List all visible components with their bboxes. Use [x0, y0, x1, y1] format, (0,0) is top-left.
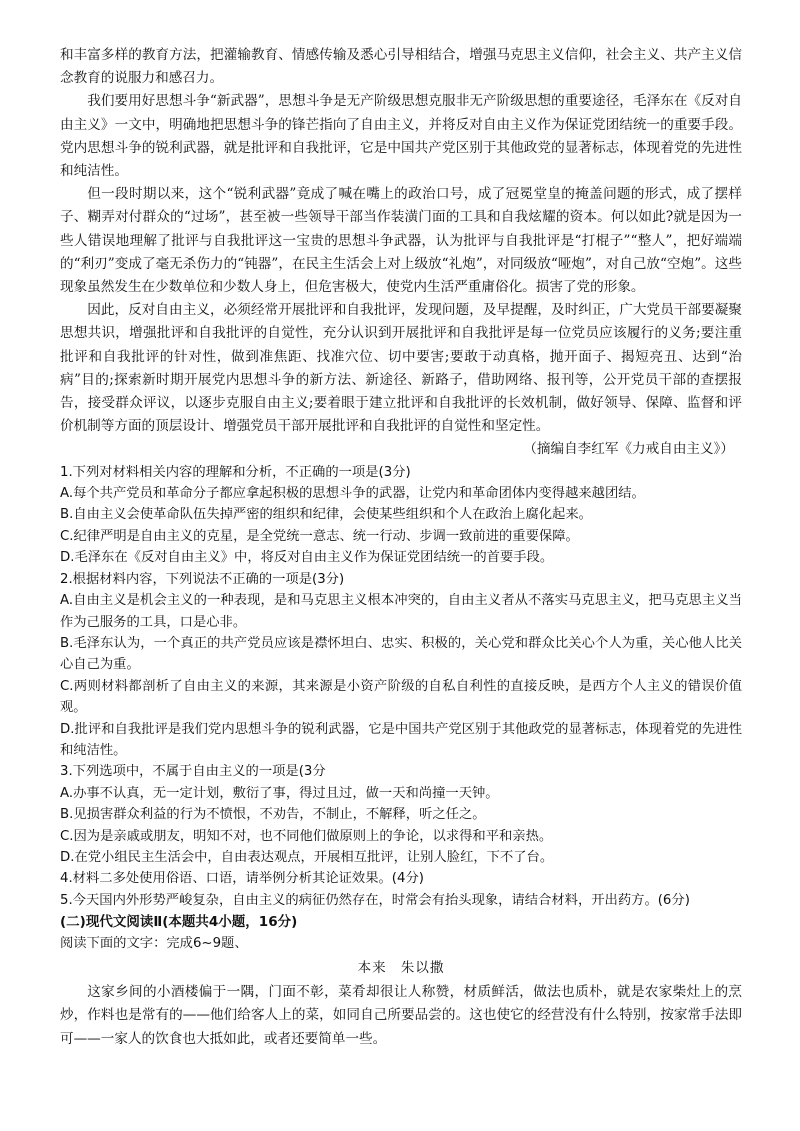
passage-paragraph: 和丰富多样的教育方法，把灌输教育、情感传输及悉心引导相结合，增强马克思主义信仰，社会主义、共产主义信念教育的说服力和感召力。	[60, 47, 742, 87]
option-c: C.因为是亲戚或朋友，明知不对，也不同他们做原则上的争论，以求得和平和亲热。	[60, 828, 553, 844]
option-a: A.办事不认真，无一定计划，敷衍了事，得过且过，做一天和尚撞一天钟。	[60, 785, 499, 801]
option-d: D.批评和自我批评是我们党内思想斗争的锐利武器，它是中国共产党区别于其他政党的显著标志，体现着党的先进性和纯洁性。	[60, 721, 742, 758]
question-5: 5.今天国内外形势严峻复杂，自由主义的病征仍然存在，时常会有抬头现象，请结合材料，开出药方。(6分)	[60, 892, 690, 908]
question-stem: 1.下列对材料相关内容的理解和分析，不正确的一项是(3分)	[60, 464, 411, 480]
story-author: 朱以撒	[400, 960, 445, 977]
question-stem: 2.根据材料内容，下列说法不正确的一项是(3分)	[60, 571, 345, 587]
question-stem: 3.下列选项中，不属于自由主义的一项是(3分	[60, 764, 326, 780]
option-c: C.两则材料都剖析了自由主义的来源，其来源是小资产阶级的自私自利性的直接反映，是西方个人主义的错误价值观。	[60, 678, 742, 716]
passage-source: （摘编自李红军《力戒自由主义》）	[523, 441, 734, 458]
option-b: B.自由主义会使革命队伍失掉严密的组织和纪律，会使某些组织和个人在政治上腐化起来。	[60, 507, 592, 523]
story-title: 本来	[357, 960, 387, 977]
question-4: 4.材料二多处使用俗语、口语，请举例分析其论证效果。(4分)	[60, 871, 424, 887]
section-instruction: 阅读下面的文字：完成6~9题、	[60, 936, 248, 952]
exam-page	[60, 44, 742, 1051]
question-1	[60, 462, 742, 569]
story-paragraph: 这家乡间的小酒楼偏于一隅，门面不彰，菜肴却很让人称赞，材质鲜活，做法也质朴，就是农家柴灶上的烹炒，作料也是常有的——他们给客人上的菜，如同自己所要品尝的。这也使它的经营没有什么特别，按家常手法即可——一家人的饮食也大抵如此，或者还要简单一些。	[60, 984, 742, 1047]
story-title-line	[60, 955, 742, 981]
section-heading: (二)现代文阅读Ⅱ(本题共4小题，16分)	[60, 914, 298, 931]
passage-paragraph: 因此，反对自由主义，必须经常开展批评和自我批评，发现问题，及早提醒，及时纠正，广大党员干部要凝聚思想共识，增强批评和自我批评的自觉性，充分认识到开展批评和自我批评是每一位党员应该履行的义务;要注重批评和自我批评的针对性，做到准焦距、找准穴位、切中要害;要敢于动真格，抛开面子、揭短亮丑、达到“治病”目的;探索新时期开展党内思想斗争的新方法、新途径、新路子，借助网络、报刊等，公开党员干部的查摆报告，接受群众评议，以逐步克服自由主义;要着眼于建立批评和自我批评的长效机制，做好领导、保障、监督和评价机制等方面的顶层设计、增强党员干部开展批评和自我批评的自觉性和坚定性。	[60, 302, 742, 435]
option-d: D.毛泽东在《反对自由主义》中，将反对自由主义作为保证党团结统一的首要手段。	[60, 550, 554, 566]
passage-paragraph: 但一段时期以来，这个“锐利武器”竟成了喊在嘴上的政治口号，成了冠冕堂皇的掩盖问题的形式，成了摆样子、糊弄对付群众的“过场”，甚至被一些领导干部当作装潢门面的工具和自我炫耀的资本。何以如此?就是因为一些人错误地理解了批评与自我批评这一宝贵的思想斗争武器，认为批评与自我批评是“打棍子”“整人”，把好端端的“利刃”变成了毫无杀伤力的“钝器”，在民主生活会上对上级放“礼炮”，对同级放“哑炮”，对自己放“空炮”。这些现象虽然发生在少数单位和少数人身上，但危害极大，使党内生活严重庸俗化。损害了党的形象。	[60, 186, 742, 296]
option-c: C.纪律严明是自由主义的克星，是全党统一意志、统一行动、步调一致前进的重要保障。	[60, 528, 579, 544]
option-b: B.见损害群众利益的行为不愤恨，不劝告，不制止，不解释，听之任之。	[60, 807, 486, 823]
question-3	[60, 761, 742, 868]
option-a: A.自由主义是机会主义的一种表现，是和马克思主义根本冲突的，自由主义者从不落实马克思主义，把马克思主义当作为己服务的工具，口是心非。	[60, 593, 742, 630]
option-a: A.每个共产党员和革命分子都应拿起积极的思想斗争的武器，让党内和革命团体内变得越来越团结。	[60, 486, 645, 502]
question-2	[60, 569, 742, 762]
passage-paragraph: 我们要用好思想斗争“新武器”，思想斗争是无产阶级思想克服非无产阶级思想的重要途径，毛泽东在《反对自由主义》一文中，明确地把思想斗争的锋芒指向了自由主义，并将反对自由主义作为保证党团结统一的重要手段。党内思想斗争的锐利武器，就是批评和自我批评，它是中国共产党区别于其他政党的显著标志，体现着党的先进性和纯洁性。	[60, 93, 742, 180]
option-d: D.在党小组民主生活会中，自由表达观点，开展相互批评，让别人脸红，下不了台。	[60, 849, 554, 865]
option-b: B.毛泽东认为，一个真正的共产党员应该是襟怀坦白、忠实、积极的，关心党和群众比关心个人为重，关心他人比关心自己为重。	[60, 635, 742, 673]
